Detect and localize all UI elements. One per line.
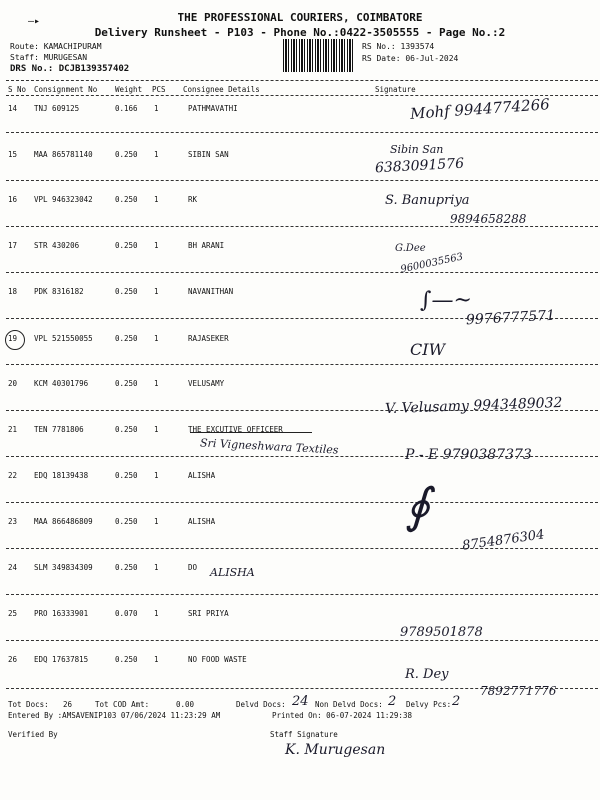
table-row: 15 MAA 865781140 0.250 1 SIBIN SAN [8,150,229,159]
circled-row-marker [5,330,25,350]
signature-21: P - E 9790387373 [405,447,532,463]
signature-22-scribble: ∮ [405,478,431,534]
printed-on: Printed On: 06-07-2024 11:29:38 [272,711,412,720]
tot-docs-value: 26 [63,700,73,709]
barcode [283,39,355,72]
table-row: 18 PDK 8316182 0.250 1 NAVANITHAN [8,287,234,296]
header-rule-top [6,80,598,81]
table-row: 17 STR 430206 0.250 1 BH ARANI [8,241,225,250]
tot-docs-label: Tot Docs: [8,700,49,709]
route-label: Route: KAMACHIPURAM [10,42,102,51]
row-divider [6,594,598,595]
row-divider [6,180,598,181]
staff-signature: K. Murugesan [285,742,386,758]
logo-mark: —▸ [28,16,41,27]
rs-date: RS Date: 06-Jul-2024 [362,54,459,63]
table-row: 14 TNJ 609125 0.166 1 PATHMAVATHI [8,104,238,113]
signature-15-name: Sibin San [390,143,444,156]
tot-cod-value: 0.00 [176,700,195,709]
signature-15-phone: 6383091576 [374,155,465,177]
rs-number: RS No.: 1393574 [362,42,435,51]
row-divider [6,548,598,549]
non-delvd-docs-handwritten: 2 [388,694,397,709]
company-title: THE PROFESSIONAL COURIERS, COIMBATORE [177,11,423,24]
col-consignment: Consignment No [34,85,98,94]
staff-label: Staff: MURUGESAN [10,53,88,62]
tot-cod-label: Tot COD Amt: [95,700,150,709]
signature-14: Mohf 9944774266 [409,95,551,123]
delvd-docs-handwritten: 24 [292,694,309,709]
col-consignee: Consignee Details [183,85,260,94]
col-weight: Weight [115,85,143,94]
signature-25: 9789501878 [400,625,483,640]
table-row: 24 SLM 349834309 0.250 1 DO [8,563,198,572]
delvd-docs-label: Delvd Docs: [236,700,286,709]
table-row: 23 MAA 866486809 0.250 1 ALISHA [8,517,216,526]
table-row: 21 TEN 7781806 0.250 1 THE EXCUTIVE OFFICEER [8,425,283,434]
signature-16-name: S. Banupriya [385,193,470,208]
row-divider [6,132,598,133]
table-row: 26 EDQ 17637815 0.250 1 NO FOOD WASTE [8,655,247,664]
table-row: 19 VPL 521550055 0.250 1 RAJASEKER [8,334,229,343]
delvy-pcs-handwritten: 2 [452,694,461,709]
col-signature: Signature [375,85,416,94]
row-divider [6,364,598,365]
row-divider [6,640,598,641]
signature-26-name: R. Dey [405,667,449,682]
header-rule-bottom [6,95,598,96]
signature-17-name: G.Dee [395,243,426,254]
strikethrough-mark [190,432,312,433]
table-row: 16 VPL 946323042 0.250 1 RK [8,195,198,204]
signature-20: V. Velusamy 9943489032 [384,394,563,418]
table-row: 22 EDQ 18139438 0.250 1 ALISHA [8,471,216,480]
runsheet-subtitle: Delivery Runsheet - P103 - Phone No.:0422-3505555 - Page No.:2 [94,26,506,39]
row-divider [6,272,598,273]
col-pcs: PCS [152,85,166,94]
row-divider [6,226,598,227]
verified-by: Verified By [8,730,58,739]
delvy-pcs-label: Delvy Pcs: [406,700,452,709]
signature-17-phone: 9600035563 [399,251,465,276]
drs-number: DRS No.: DCJB139357402 [10,64,130,74]
signature-19: CIW [410,340,446,359]
non-delvd-docs-label: Non Delvd Docs: [315,700,383,709]
signature-24-handwritten-name: ALISHA [210,566,255,579]
table-row: 20 KCM 40301796 0.250 1 VELUSAMY [8,379,225,388]
table-row: 25 PRO 16333901 0.070 1 SRI PRIYA [8,609,229,618]
col-sno: S No [8,85,27,94]
staff-signature-label: Staff Signature [270,730,338,739]
row-divider [6,502,598,503]
signature-26-phone: 7892771776 [480,684,557,698]
entered-by: Entered By :AMSAVENIP103 07/06/2024 11:23:29 AM [8,711,221,720]
signature-21-handwritten-consignee: Sri Vigneshwara Textiles [199,436,339,457]
signature-18-scribble: ∫—~ [420,288,472,313]
signature-18: 9976777571 [465,307,556,329]
signature-23: 8754876304 [461,527,546,554]
signature-16-phone: 9894658288 [450,212,527,226]
